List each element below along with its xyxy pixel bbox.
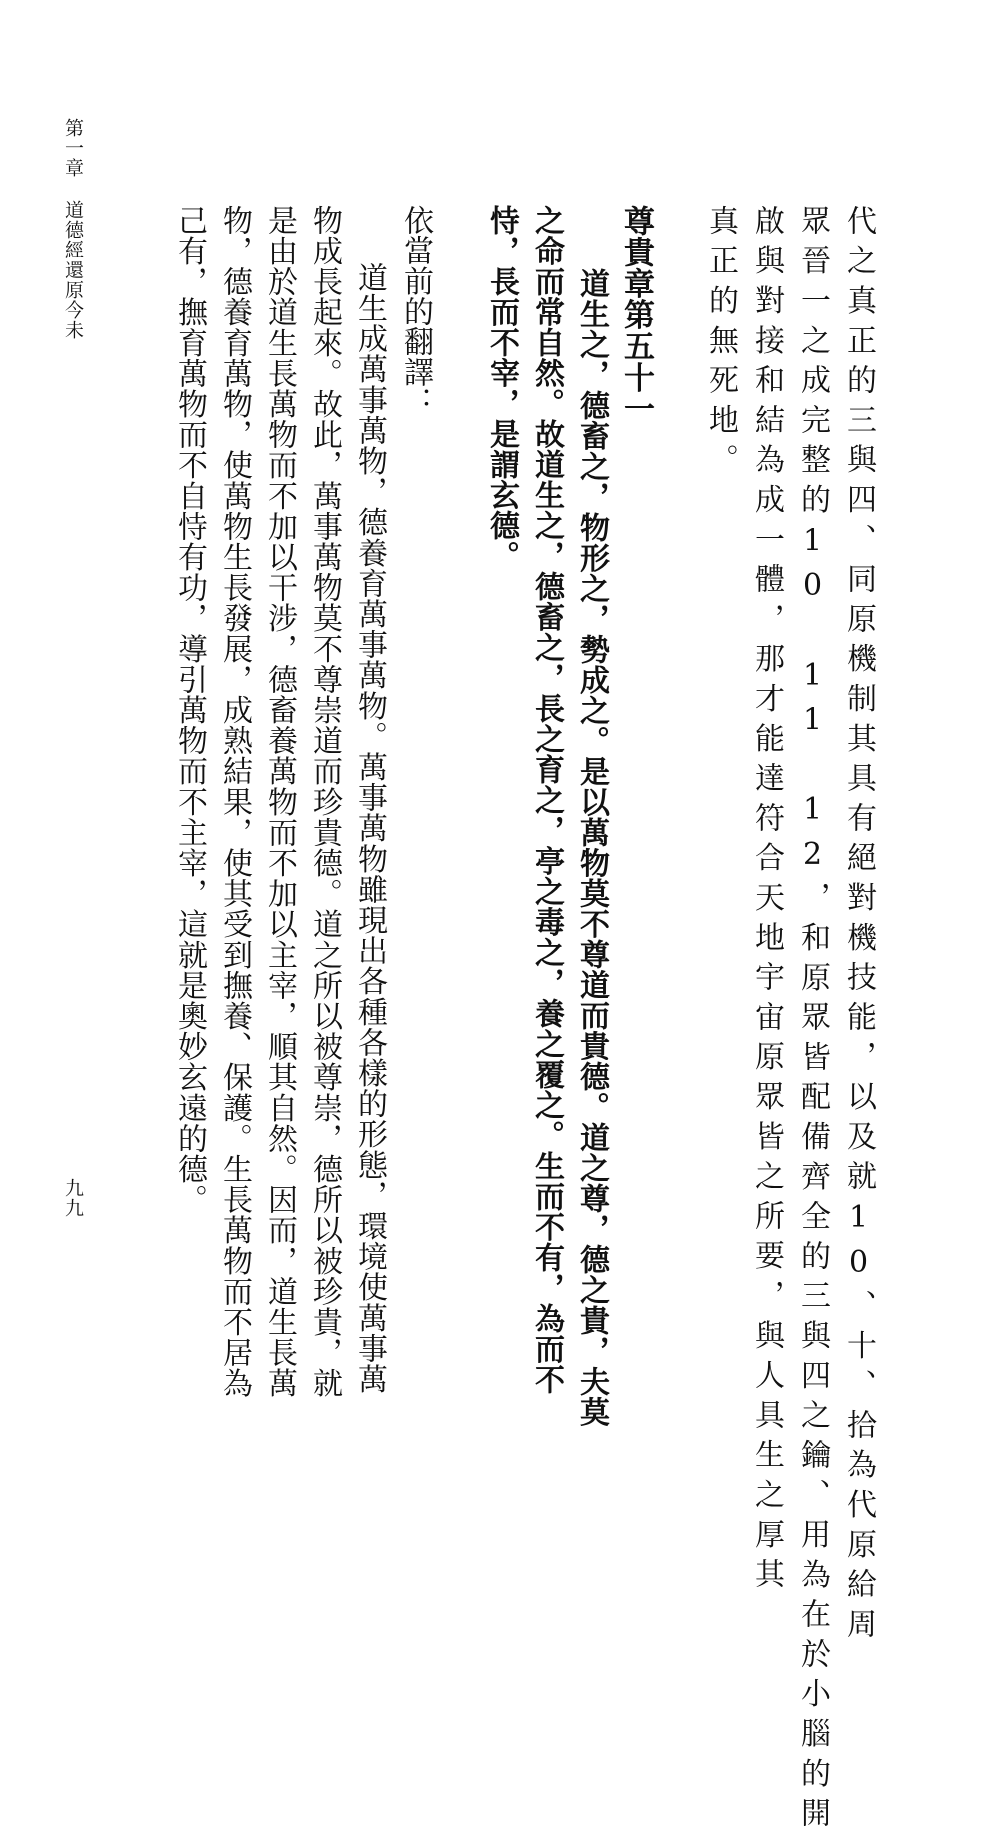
- chapter-heading: 尊貴章第五十一: [618, 205, 654, 425]
- previous-paragraph-line-3: 啟與對接和結為成一體，那才能達符合天地宇宙原眾皆之所要，與人具生之厚其: [749, 205, 784, 1598]
- previous-paragraph-line-4: 真正的無死地。: [703, 205, 738, 484]
- translation-line-2: 物成長起來。故此，萬事萬物莫不尊崇道而珍貴德。道之所以被尊崇，德所以被珍貴，就: [307, 205, 342, 1399]
- translation-line-5: 己有，撫育萬物而不自恃有功，導引萬物而不主宰，這就是奧妙玄遠的德。: [172, 205, 207, 1215]
- running-header-book-title: 道德經還原今未: [62, 200, 84, 340]
- running-header-chapter: 第一章: [62, 118, 84, 178]
- translation-label: 依當前的翻譯：: [398, 205, 433, 418]
- previous-paragraph-line-2: 眾晉一之成完整的10 11 12，和原眾皆配備齊全的三與四之鑰、用為在於小腦的開: [795, 205, 830, 1837]
- page-number: 九九: [62, 1178, 84, 1218]
- original-text-line-2: 之命而常自然。故道生之，德畜之，長之育之，亭之毒之，養之覆之。生而不有，為而不: [529, 205, 564, 1395]
- previous-paragraph-line-1: 代之真正的三與四、同原機制其具有絕對機技能，以及就10、十、拾為代原給周: [841, 205, 876, 1648]
- translation-line-4: 物，德養育萬物，使萬物生長發展，成熟結果，使其受到撫養、保護。生長萬物而不居為: [217, 205, 252, 1399]
- translation-line-1: 道生成萬事萬物，德養育萬事萬物。萬事萬物雖現出各種各樣的形態，環境使萬事萬: [352, 262, 387, 1395]
- original-text-line-1: 道生之，德畜之，物形之，勢成之。是以萬物莫不尊道而貴德。道之尊，德之貴，夫莫: [574, 268, 609, 1427]
- translation-line-3: 是由於道生長萬物而不加以干涉，德畜養萬物而不加以主宰，順其自然。因而，道生長萬: [262, 205, 297, 1399]
- original-text-line-3: 恃，長而不宰，是謂玄德。: [484, 205, 519, 571]
